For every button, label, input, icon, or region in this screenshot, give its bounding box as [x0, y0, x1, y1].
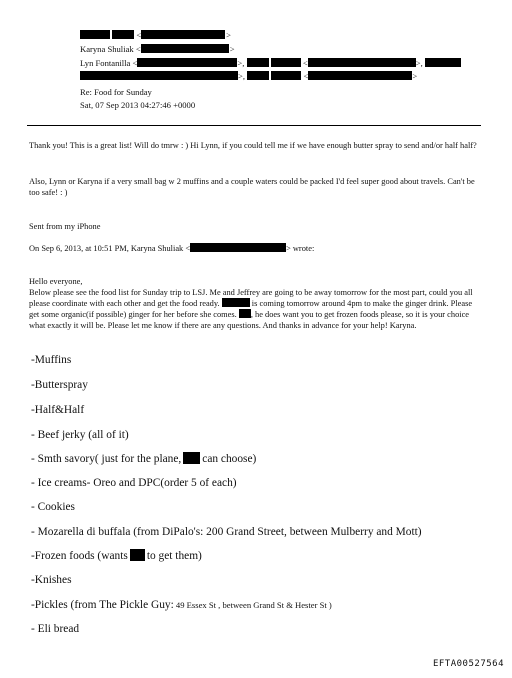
redaction-block — [222, 298, 250, 307]
redaction-block — [271, 71, 301, 80]
date-value: Sat, 07 Sep 2013 04:27:46 +0000 — [80, 100, 196, 110]
header-divider — [27, 125, 481, 126]
redaction-block — [308, 58, 416, 67]
quote-intro: On Sep 6, 2013, at 10:51 PM, Karyna Shuliak < > wrote: — [29, 244, 315, 253]
redaction-block — [271, 58, 301, 67]
quote-greeting: Hello everyone, — [29, 277, 83, 286]
list-item: - Eli bread — [31, 623, 80, 635]
signature: Sent from my iPhone — [29, 222, 101, 231]
redaction-block — [112, 30, 134, 39]
list-item: -Butterspray — [31, 379, 88, 391]
cc-value: Lyn Fontanilla < >, < >, — [80, 58, 461, 69]
redaction-block — [247, 71, 269, 80]
list-item: -Muffins — [31, 354, 72, 366]
to-value: Karyna Shuliak < > — [80, 44, 235, 54]
list-item: - Ice creams- Oreo and DPC(order 5 of each) — [31, 477, 237, 489]
list-item: - Beef jerky (all of it) — [31, 429, 129, 441]
redaction-block — [308, 71, 412, 80]
bates-number: EFTA00527564 — [432, 659, 504, 669]
list-item: - Smth savory( just for the plane, can choose) — [31, 453, 257, 465]
redaction-block — [247, 58, 269, 67]
redaction-block — [80, 71, 238, 80]
list-item: -Half&Half — [31, 404, 85, 416]
list-item: -Frozen foods (wants to get them) — [31, 550, 202, 562]
reply-paragraph-1: Thank you! This is a great list! Will do tmrw : ) Hi Lynn, if you could tell me if we have enough butter spray to send and/or half half? — [29, 141, 477, 150]
redaction-block — [239, 309, 251, 318]
list-item: - Mozarella di buffala (from DiPalo's: 200 Grand Street, between Mulberry and Mott) — [31, 526, 422, 538]
subject-value: Re: Food for Sunday — [80, 87, 152, 97]
redaction-block — [130, 549, 145, 561]
from-value: < > — [80, 30, 232, 41]
redaction-block — [80, 30, 110, 39]
list-item: -Pickles (from The Pickle Guy: 49 Essex St , between Grand St & Hester St ) — [31, 599, 332, 611]
reply-paragraph-2: Also, Lynn or Karyna if a very small bag w 2 muffins and a couple waters could be packed I'd feel super good about travels. Can't be too safe! : ) — [29, 177, 475, 197]
quote-message: Below please see the food list for Sunday trip to LSJ. Me and Jeffrey are going to be away tomorrow for the most part, could you all please coordinate with each other and get the food ready. is coming tomorrow around 4pm to make the ginger drink. Please get some organic(if possible) ginger for her before she comes. , he does want you to get frozen foods please, so it is your choice what exactly it will be. Please let me know if there are any questions. And thanks in advance for your help! Karyna. — [29, 288, 473, 330]
redaction-block — [425, 58, 461, 67]
list-item: - Cookies — [31, 501, 75, 513]
redaction-block — [141, 30, 225, 39]
list-item: -Knishes — [31, 574, 72, 586]
redaction-block — [137, 58, 237, 67]
redaction-block — [183, 452, 200, 464]
redaction-block — [141, 44, 229, 53]
redaction-block — [190, 243, 286, 252]
